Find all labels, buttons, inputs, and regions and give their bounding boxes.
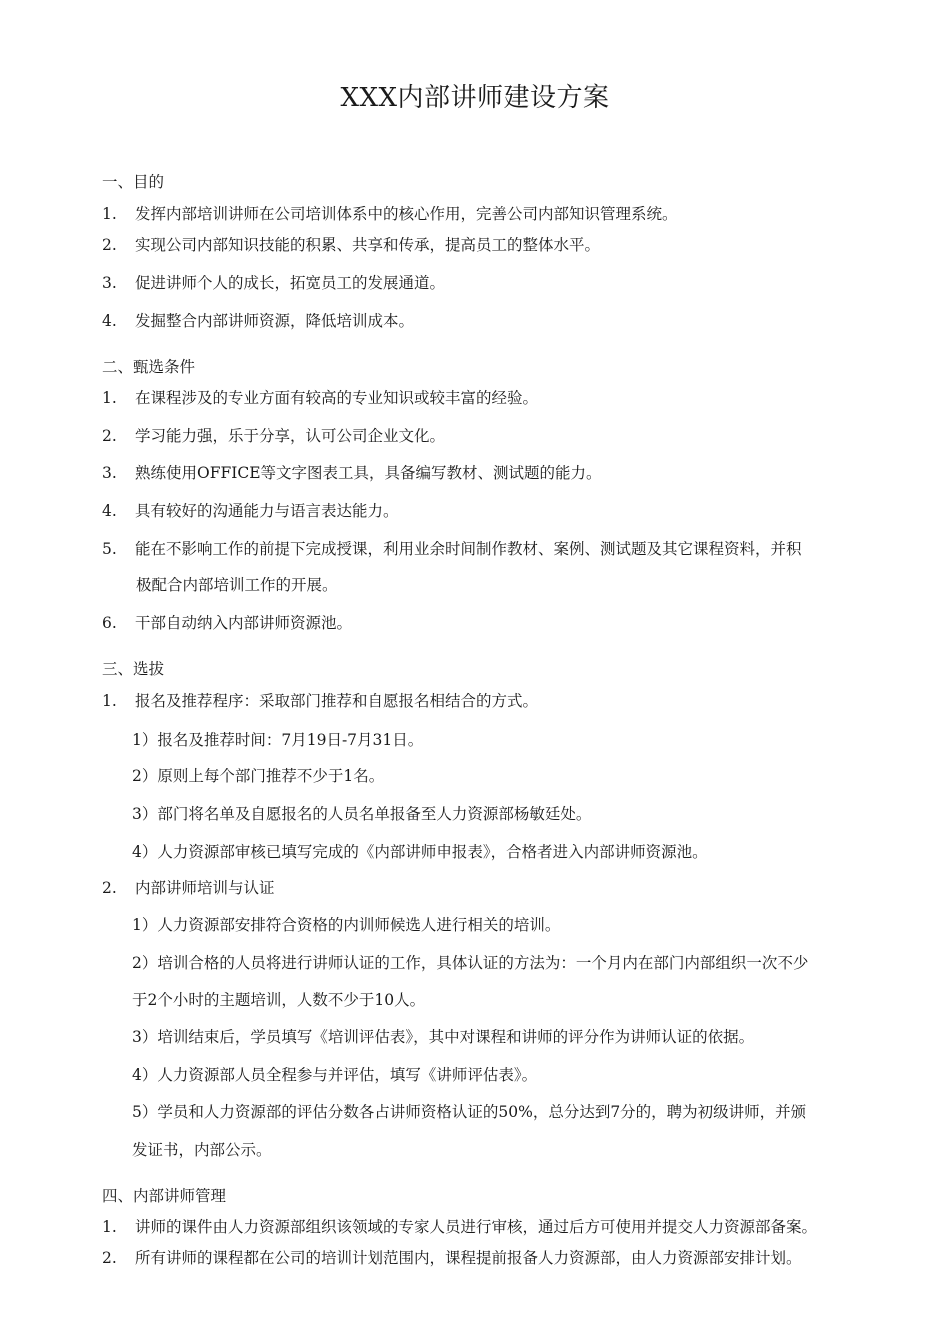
list-item: 所有讲师的课程都在公司的培训计划范围内，课程提前报备人力资源部，由人力资源部安排计划。: [135, 1249, 802, 1267]
list-item: 在课程涉及的专业方面有较高的专业知识或较丰富的经验。: [135, 389, 539, 407]
list-item: 具有较好的沟通能力与语言表达能力。: [135, 502, 399, 520]
sub-item-continuation: 于2个小时的主题培训，人数不少于10人。: [132, 991, 426, 1009]
document-title: XXX内部讲师建设方案: [340, 83, 610, 113]
sub-item: 4）人力资源部人员全程参与并评估，填写《讲师评估表》。: [132, 1066, 538, 1084]
item-number: 4.: [102, 502, 117, 520]
list-item: 能在不影响工作的前提下完成授课，利用业余时间制作教材、案例、测试题及其它课程资料，并积: [135, 540, 802, 558]
item-number: 3.: [102, 464, 117, 482]
sub-item-continuation: 发证书，内部公示。: [132, 1141, 272, 1159]
sub-item: 5）学员和人力资源部的评估分数各占讲师资格认证的50%，总分达到7分的，聘为初级讲师，并颁: [132, 1103, 807, 1121]
item-number: 3.: [102, 274, 117, 292]
section-heading-criteria: 二、甄选条件: [102, 358, 196, 376]
item-number: 4.: [102, 312, 117, 330]
sub-item: 2）培训合格的人员将进行讲师认证的工作，具体认证的方法为：一个月内在部门内部组织一次不少: [132, 954, 809, 972]
list-item: 实现公司内部知识技能的积累、共享和传承，提高员工的整体水平。: [135, 236, 601, 254]
list-item: 内部讲师培训与认证: [135, 879, 275, 897]
sub-item: 1）报名及推荐时间：7月19日-7月31日。: [132, 731, 424, 749]
item-number: 1.: [102, 205, 117, 223]
list-item: 学习能力强，乐于分享，认可公司企业文化。: [135, 427, 446, 445]
list-item: 讲师的课件由人力资源部组织该领域的专家人员进行审核，通过后方可使用并提交人力资源部备案。: [135, 1218, 818, 1236]
section-heading-selection: 三、选拔: [102, 660, 165, 678]
list-item-continuation: 极配合内部培训工作的开展。: [136, 576, 338, 594]
item-number: 6.: [102, 614, 117, 632]
sub-item: 1）人力资源部安排符合资格的内训师候选人进行相关的培训。: [132, 916, 561, 934]
section-heading-management: 四、内部讲师管理: [102, 1187, 227, 1205]
list-item: 熟练使用OFFICE等文字图表工具，具备编写教材、测试题的能力。: [135, 464, 602, 482]
item-number: 2.: [102, 1249, 117, 1267]
sub-item: 3）培训结束后，学员填写《培训评估表》，其中对课程和讲师的评分作为讲师认证的依据。: [132, 1028, 755, 1046]
list-item: 发掘整合内部讲师资源，降低培训成本。: [135, 312, 415, 330]
section-heading-purpose: 一、目的: [102, 173, 165, 191]
list-item: 发挥内部培训讲师在公司培训体系中的核心作用，完善公司内部知识管理系统。: [135, 205, 678, 223]
item-number: 2.: [102, 236, 117, 254]
list-item: 干部自动纳入内部讲师资源池。: [135, 614, 353, 632]
item-number: 2.: [102, 879, 117, 897]
item-number: 2.: [102, 427, 117, 445]
item-number: 1.: [102, 389, 117, 407]
list-item: 报名及推荐程序：采取部门推荐和自愿报名相结合的方式。: [135, 692, 539, 710]
sub-item: 3）部门将名单及自愿报名的人员名单报备至人力资源部杨敏廷处。: [132, 805, 592, 823]
sub-item: 4）人力资源部审核已填写完成的《内部讲师申报表》，合格者进入内部讲师资源池。: [132, 843, 708, 861]
item-number: 5.: [102, 540, 117, 558]
sub-item: 2）原则上每个部门推荐不少于1名。: [132, 767, 385, 785]
item-number: 1.: [102, 692, 117, 710]
list-item: 促进讲师个人的成长，拓宽员工的发展通道。: [135, 274, 446, 292]
item-number: 1.: [102, 1218, 117, 1236]
